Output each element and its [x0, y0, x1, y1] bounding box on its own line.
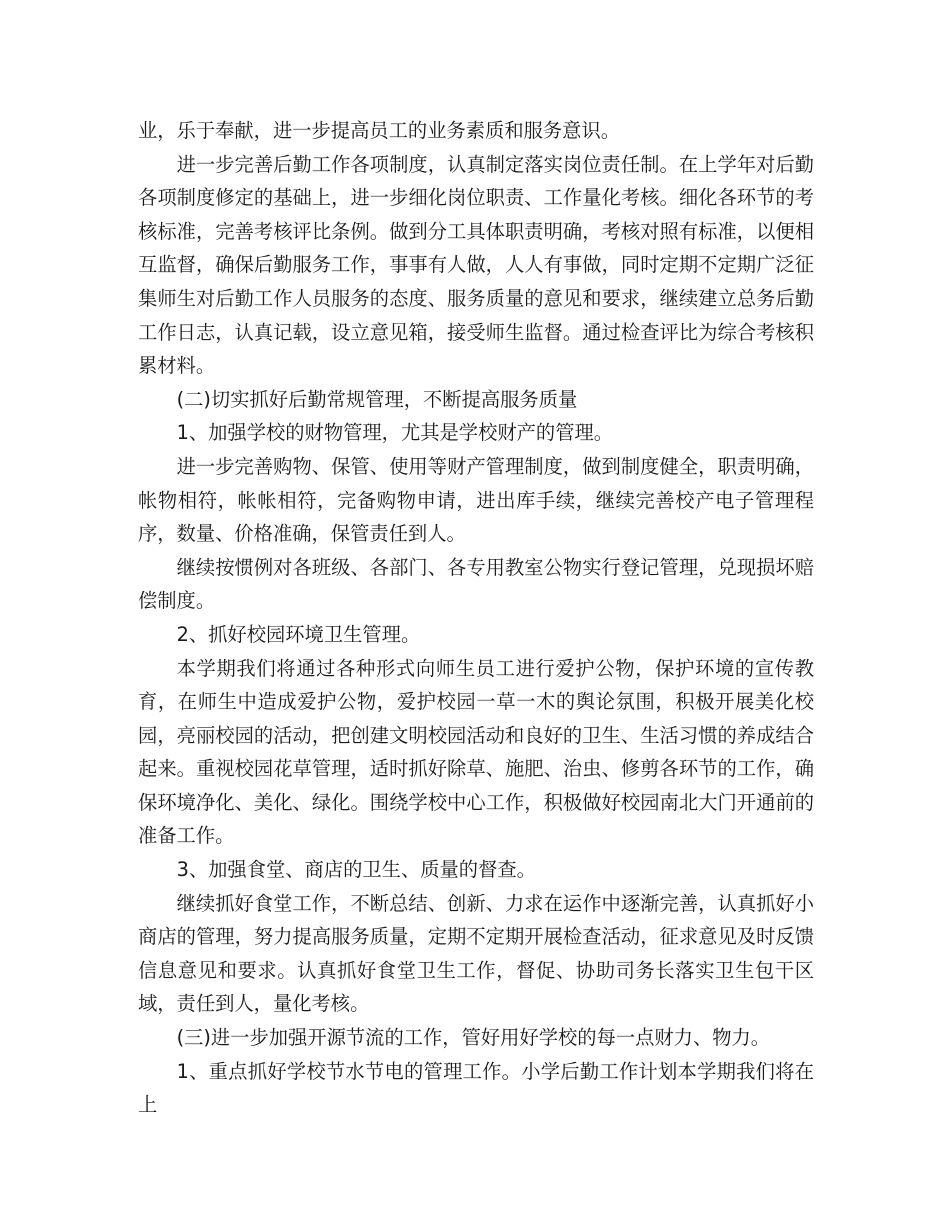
- paragraph-property-rules: 进一步完善购物、保管、使用等财产管理制度，做到制度健全，职责明确，帐物相符，帐帐相符，完备购物申请，进出库手续，继续完善校产电子管理程序，数量、价格准确，保管责任到人。: [138, 454, 814, 546]
- paragraph-continuation: 业，乐于奉献，进一步提高员工的业务素质和服务意识。: [138, 119, 621, 142]
- paragraph-canteen: 继续抓好食堂工作，不断总结、创新、力求在运作中逐渐完善，认真抓好小商店的管理，努力提高服务质量，定期不定期开展检查活动，征求意见及时反馈信息意见和要求。认真抓好食堂卫生工作，督促、协助司务长落实卫生包干区域，责任到人，量化考核。: [138, 891, 814, 1016]
- subheading-property-management: 1、加强学校的财物管理，尤其是学校财产的管理。: [176, 421, 614, 445]
- paragraph-registration: 继续按惯例对各班级、各部门、各专用教室公物实行登记管理，兑现损坏赔偿制度。: [138, 555, 814, 613]
- subheading-environment: 2、抓好校园环境卫生管理。: [176, 622, 421, 646]
- section-heading-2: (二)切实抓好后勤常规管理，不断提高服务质量: [176, 387, 578, 411]
- paragraph-environment: 本学期我们将通过各种形式向师生员工进行爱护公物，保护环境的宣传教育，在师生中造成爱护公物，爱护校园一草一木的舆论氛围，积极开展美化校园，亮丽校园的活动，把创建文明校园活动和良好的卫生、生活习惯的养成结合起来。重视校园花草管理，适时抓好除草、施肥、治虫、修剪各环节的工作，确保环境净化、美化、绿化。围绕学校中心工作，积极做好校园南北大门开通前的准备工作。: [138, 656, 814, 848]
- subheading-canteen: 3、加强食堂、商店的卫生、质量的督查。: [176, 858, 536, 882]
- paragraph-system-improvement: 进一步完善后勤工作各项制度，认真制定落实岗位责任制。在上学年对后勤各项制度修定的基础上，进一步细化岗位职责、工作量化考核。细化各环节的考核标准，完善考核评比条例。做到分工具体职责明确，考核对照有标准，以便相互监督，确保后勤服务工作，事事有人做，人人有事做，同时定期不定期广泛征集师生对后勤工作人员服务的态度、服务质量的意见和要求，继续建立总务后勤工作日志，认真记载，设立意见箱，接受师生监督。通过检查评比为综合考核积累材料。: [138, 152, 814, 378]
- document-body: [138, 114, 814, 1122]
- section-heading-3: (三)进一步加强开源节流的工作，管好用好学校的每一点财力、物力。: [176, 1026, 771, 1050]
- paragraph-water-electricity: 1、重点抓好学校节水节电的管理工作。小学后勤工作计划本学期我们将在上: [138, 1059, 814, 1117]
